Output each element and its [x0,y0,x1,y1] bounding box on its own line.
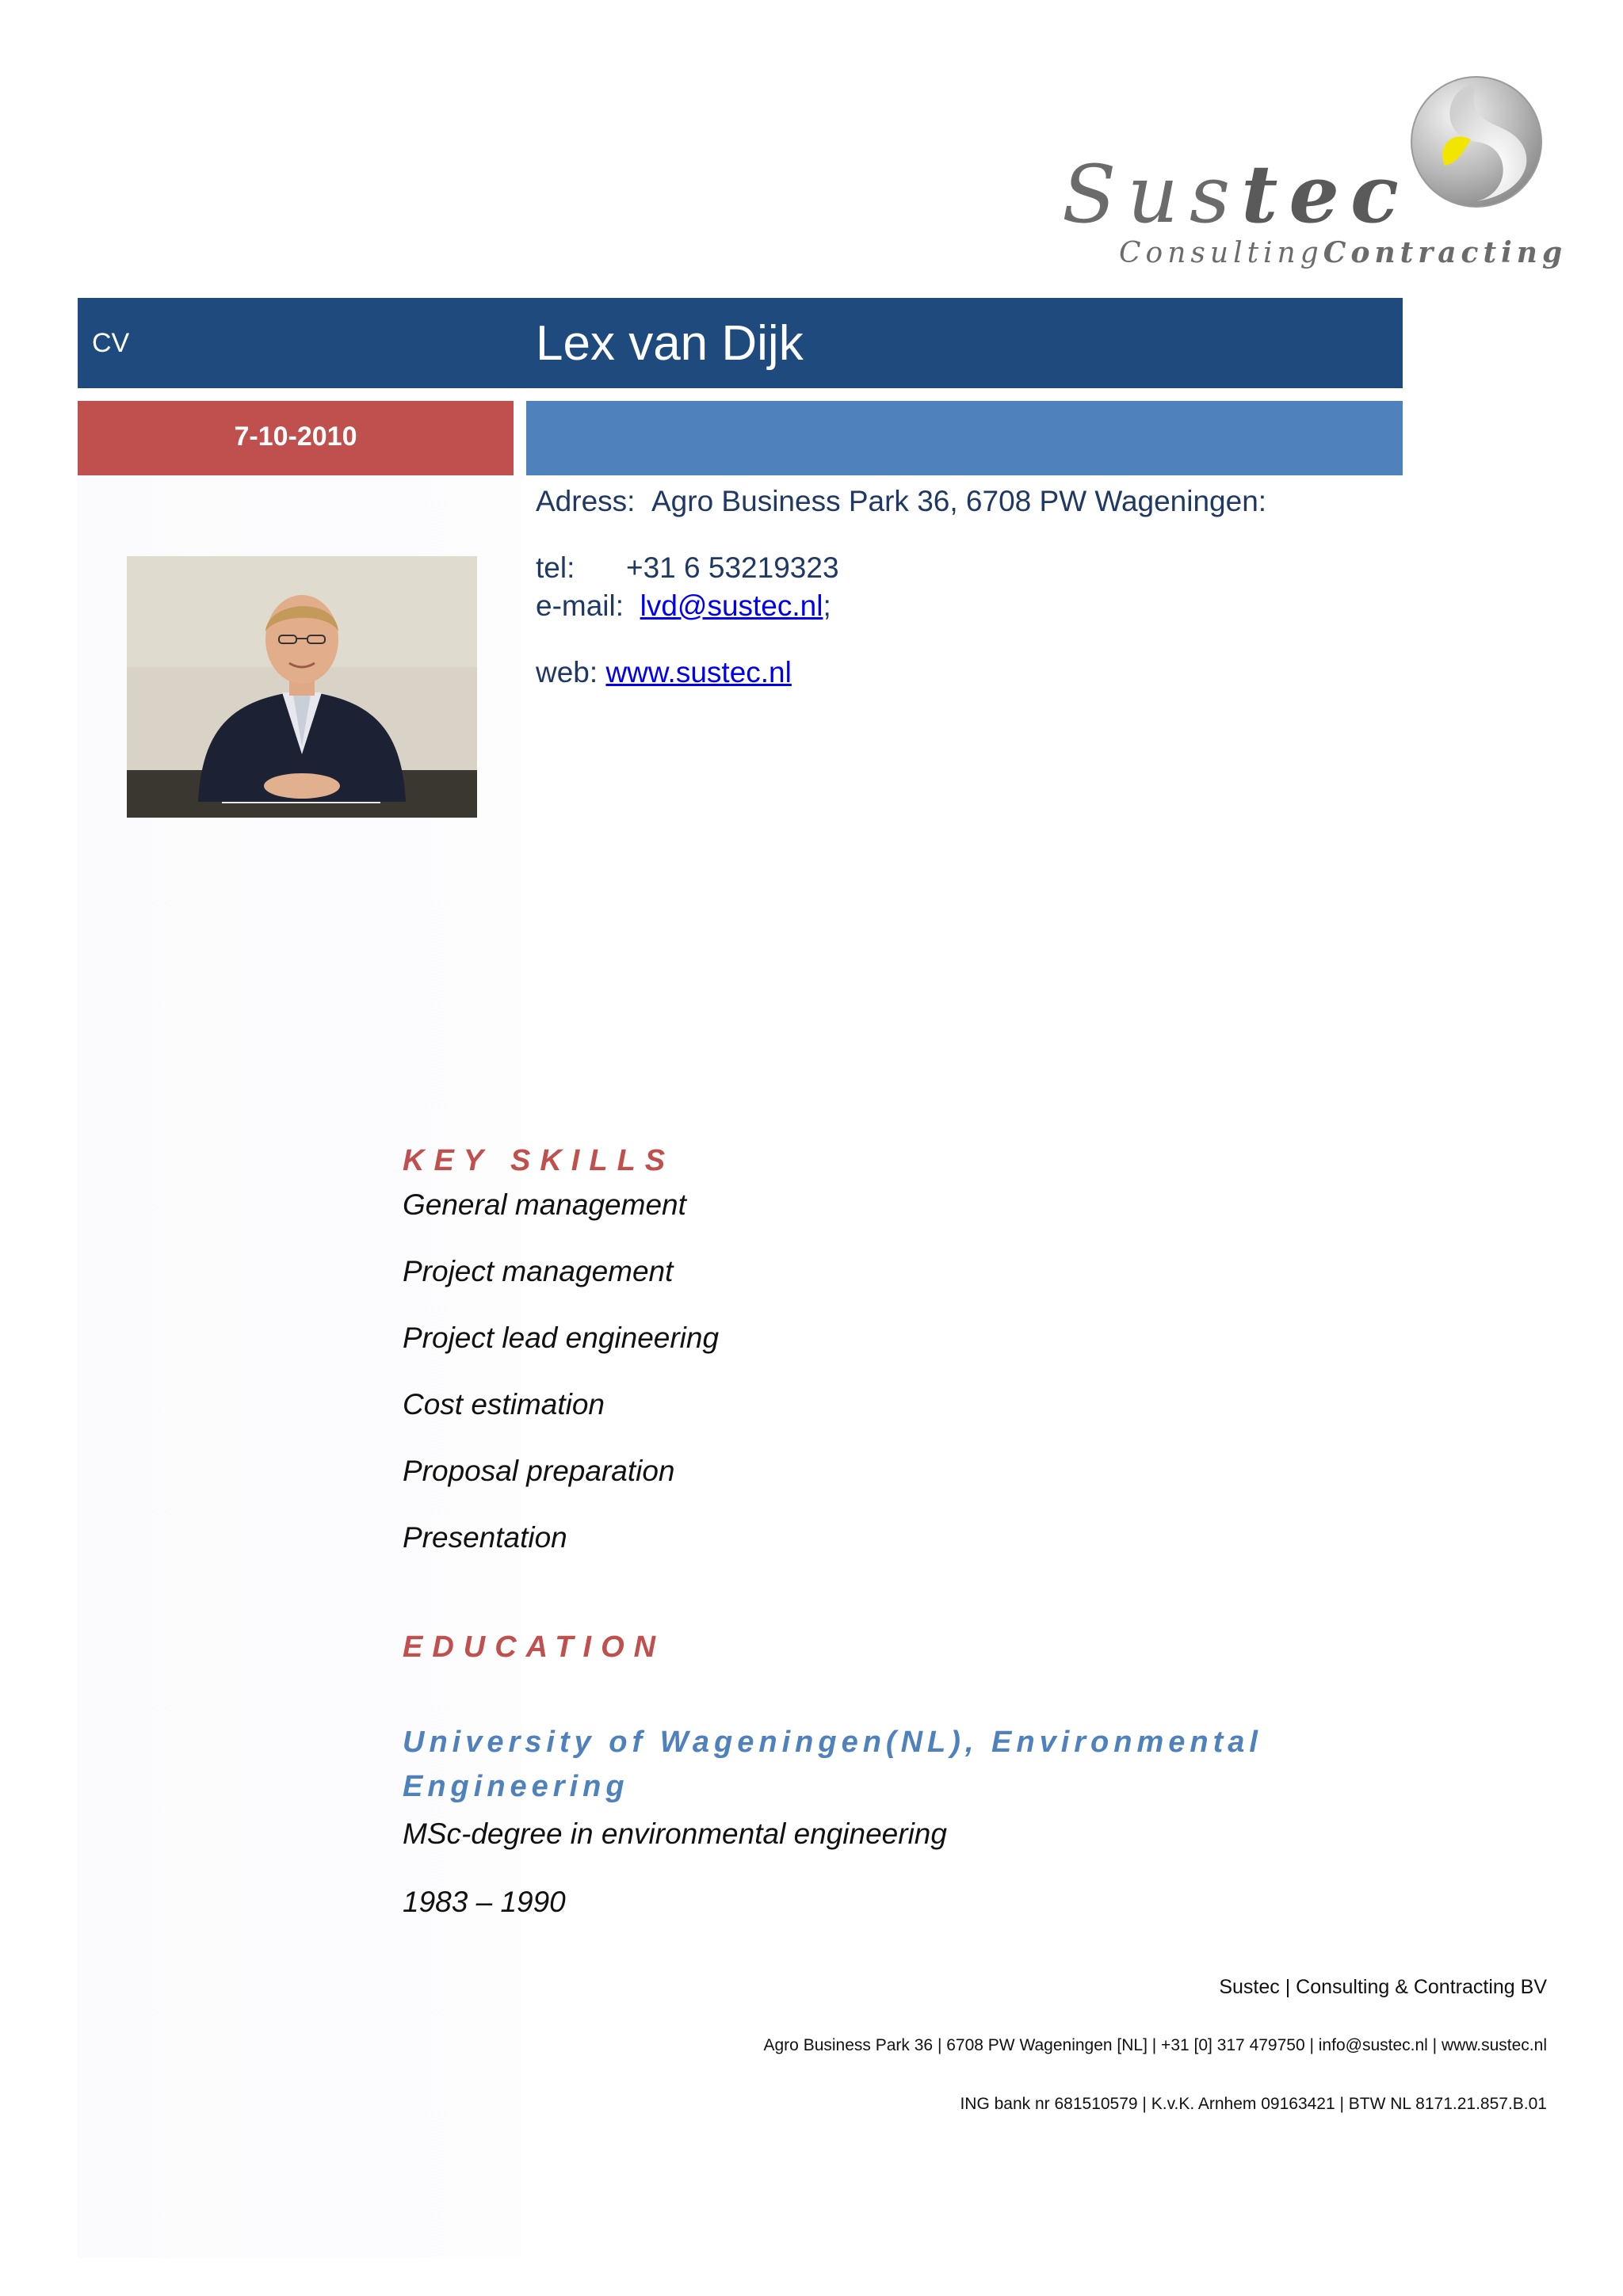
logo-tagline-bold: Contracting [1323,236,1568,269]
cv-date: 7-10-2010 [234,421,357,452]
email-label: e-mail: [536,589,624,622]
logo-word-light: Sus [1062,148,1242,241]
web-link[interactable]: www.sustec.nl [605,656,792,688]
logo-tagline [1119,236,1567,269]
logo-wordmark [1062,147,1410,241]
footer-registration: ING bank nr 681510579 | K.v.K. Arnhem 09163421 | BTW NL 8171.21.857.B.01 [960,2095,1547,2113]
logo-swirl-icon [1409,74,1544,209]
tel-line [536,551,839,585]
date-bar [78,401,514,475]
skill-item: General management [403,1188,686,1221]
footer-company: Sustec | Consulting & Contracting BV [1219,1976,1547,1998]
footer-address: Agro Business Park 36 | 6708 PW Wageningen [NL] | +31 [0] 317 479750 | info@sustec.nl | www.sustec.nl [763,2036,1547,2054]
skill-item: Cost estimation [403,1388,605,1421]
accent-bar [526,401,1403,475]
name-bar [78,298,1403,388]
education-school-line1: University of Wageningen(NL), Environmental [403,1726,1262,1759]
cv-label: CV [92,328,130,358]
address-label: Adress: [536,485,636,517]
web-line [536,656,792,689]
education-school-line2: Engineering [403,1770,629,1803]
education-years: 1983 – 1990 [403,1886,566,1918]
person-name: Lex van Dijk [536,316,804,371]
logo-tagline-light: Consulting [1119,237,1323,269]
address-line [536,485,1266,518]
logo-word-bold: tec [1241,147,1410,241]
tel-label: tel: [536,551,575,584]
key-skills-heading: KEY SKILLS [403,1144,675,1177]
address-value: Agro Business Park 36, 6708 PW Wageningen: [651,485,1267,517]
email-link[interactable]: lvd@sustec.nl [640,589,823,622]
education-degree: MSc-degree in environmental engineering [403,1817,947,1850]
skill-item: Project lead engineering [403,1322,720,1354]
skill-item: Proposal preparation [403,1455,675,1487]
education-heading: EDUCATION [403,1630,666,1664]
web-label: web: [536,656,598,688]
skill-item: Presentation [403,1521,567,1554]
email-suffix: ; [823,589,831,622]
email-line [536,589,831,623]
sustec-logo [1054,71,1568,277]
tel-value: +31 6 53219323 [626,551,839,584]
skill-item: Project management [403,1255,674,1287]
profile-photo [127,556,477,818]
